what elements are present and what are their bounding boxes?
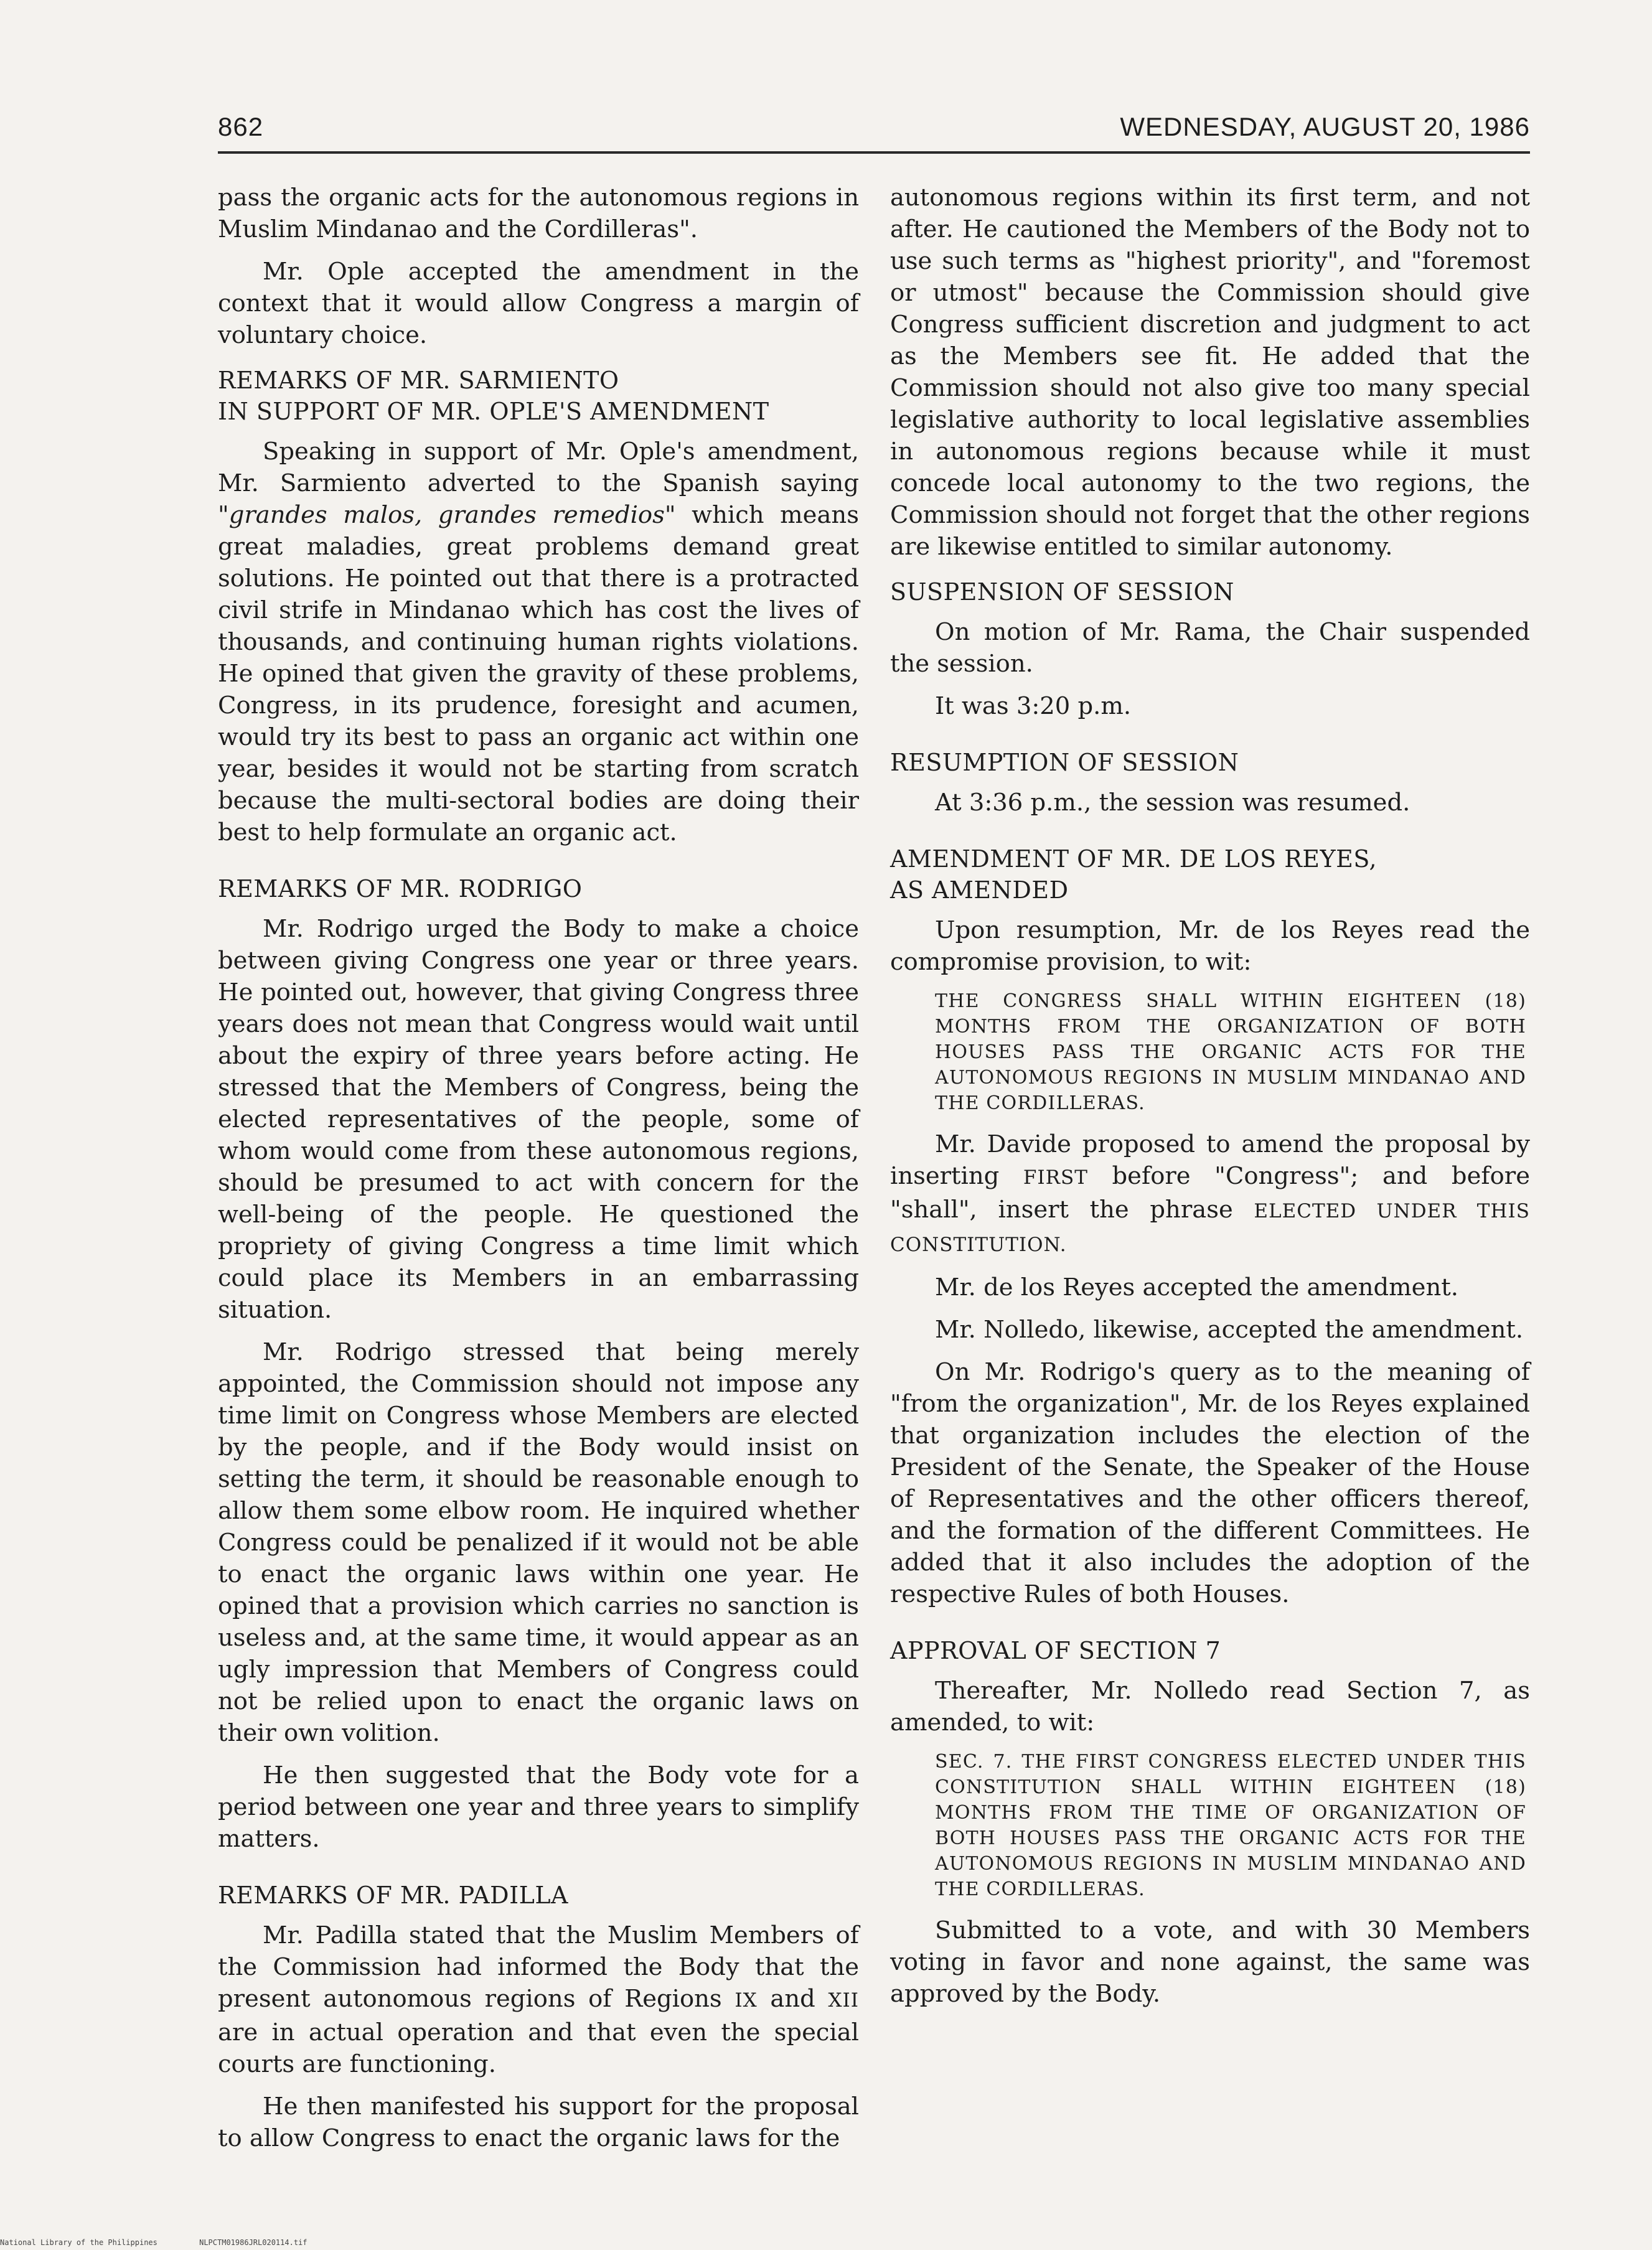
- paragraph: [890, 1128, 1530, 1261]
- page-number: 862: [218, 112, 264, 141]
- paragraph: Mr. Rodrigo stressed that being merely appointed, the Commission should not impose any time limit on Congress whose Members are elected by the people, and if the Body would insist on setting the term, it should be reasonable enough to allow them some elbow room. He inquired whether Congress could be penalized if it would not be able to enact the organic laws within one year. He opined that a provision which carries no sanction is useless and, at the same time, it would appear as an ugly impression that Members of Congress could not be relied upon to enact the organic laws on their own volition.: [218, 1338, 859, 1747]
- left-column: [218, 182, 859, 2165]
- text-run: and: [770, 1985, 815, 2013]
- roman-numeral: XII: [828, 1989, 859, 2012]
- text-run: before "Congress"; and before "shall", insert the phrase: [890, 1162, 1530, 1224]
- small-caps-phrase: ELECTED UNDER THIS CONSTITUTION.: [890, 1200, 1530, 1256]
- small-caps-word: FIRST: [1023, 1166, 1088, 1189]
- right-column: [890, 182, 1530, 2020]
- paragraph: It was 3:20 p.m.: [935, 692, 1132, 720]
- text-run: Speaking in support of Mr. Ople's amendment, Mr. Sarmiento adverted to the Spanish saying: [218, 438, 859, 497]
- heading-line: REMARKS OF MR. SARMIENTO: [218, 367, 619, 394]
- paragraph: He then manifested his support for the proposal to allow Congress to enact the organic laws for the: [218, 2093, 859, 2152]
- section-heading: [218, 365, 859, 427]
- text-run: Mr. Davide proposed to amend the proposal by inserting: [890, 1130, 1530, 1190]
- paragraph: He then suggested that the Body vote for a period between one year and three years to simplify matters.: [218, 1761, 859, 1853]
- italic-quote: "grandes malos, grandes remedios": [218, 501, 676, 529]
- paragraph: Mr. Rodrigo urged the Body to make a choice between giving Congress one year or three years. He pointed out, however, that giving Congress three years does not mean that Congress would wait until about the expiry of three years before acting. He stressed that the Members of Congress, being the elected representatives of the people, some of whom would come from these autonomous regions, should be presumed to act with concern for the well-being of the people. He questioned the propriety of giving Congress a time limit which could place its Members in an embarrassing situation.: [218, 915, 859, 1324]
- heading-line: IN SUPPORT OF MR. OPLE'S AMENDMENT: [218, 398, 769, 425]
- text-run: Mr. Padilla stated that the Muslim Members of the Commission had informed the Body that the present autonomous regions of Regions: [218, 1921, 859, 2013]
- section-heading: REMARKS OF MR. PADILLA: [218, 1882, 569, 1909]
- text-run: which means great maladies, great problems demand great solutions. He pointed out that there is a protracted civil strife in Mindanao which has cost the lives of thousands, and continuing human rights violations. He opined that given the gravity of these problems, Congress, in its prudence, foresight and acumen, would try its best to pass an organic act within one year, besides it would not be starting from scratch because the multi-sectoral bodies are doing their best to help formulate an organic act.: [218, 501, 859, 846]
- paragraph: At 3:36 p.m., the session was resumed.: [935, 789, 1410, 817]
- section-heading: [890, 843, 1530, 906]
- section-heading: SUSPENSION OF SESSION: [890, 578, 1234, 606]
- paragraph: [218, 1920, 859, 2080]
- header-rule: [218, 151, 1530, 154]
- paragraph: Mr. Nolledo, likewise, accepted the amendment.: [935, 1316, 1524, 1344]
- paragraph: Mr. de los Reyes accepted the amendment.: [935, 1273, 1458, 1301]
- footer-library: National Library of the Philippines: [0, 2238, 157, 2247]
- quoted-provision: SEC. 7. THE FIRST CONGRESS ELECTED UNDER THIS CONSTITUTION SHALL WITHIN EIGHTEEN (18) MONTHS FROM THE TIME OF ORGANIZATION OF BOTH HOUSES PASS THE ORGANIC ACTS FOR THE AUTONOMOUS REGIONS IN MUSLIM MINDANAO AND THE CORDILLERAS.: [935, 1751, 1526, 1900]
- section-heading: REMARKS OF MR. RODRIGO: [218, 875, 583, 902]
- text-run: are in actual operation and that even the special courts are functioning.: [218, 2018, 859, 2078]
- paragraph: Submitted to a vote, and with 30 Members voting in favor and none against, the same was approved by the Body.: [890, 1916, 1530, 2008]
- paragraph: Upon resumption, Mr. de los Reyes read the compromise provision, to wit:: [890, 916, 1530, 976]
- section-heading: APPROVAL OF SECTION 7: [890, 1637, 1221, 1664]
- page-date: WEDNESDAY, AUGUST 20, 1986: [1120, 112, 1530, 141]
- paragraph: Thereafter, Mr. Nolledo read Section 7, as amended, to wit:: [890, 1677, 1530, 1737]
- footer-file: NLPCTM01986JRL020114.tif: [199, 2238, 307, 2247]
- paragraph: autonomous regions within its first term, and not after. He cautioned the Members of the Body not to use such terms as "highest priority", and "foremost or utmost" because the Commission should give Congress sufficient discretion and judgment to act as the Members see fit. He added that the Commission should not also give too many special legislative authority to local legislative assemblies in autonomous regions because while it must concede local autonomy to the two regions, the Commission should not forget that the other regions are likewise entitled to similar autonomy.: [890, 184, 1530, 561]
- paragraph: [218, 436, 859, 848]
- paragraph: Mr. Ople accepted the amendment in the context that it would allow Congress a margin of voluntary choice.: [218, 258, 859, 349]
- quoted-provision: THE CONGRESS SHALL WITHIN EIGHTEEN (18) MONTHS FROM THE ORGANIZATION OF BOTH HOUSES PASS THE ORGANIC ACTS FOR THE AUTONOMOUS REGIONS IN MUSLIM MINDANAO AND THE CORDILLERAS.: [935, 990, 1526, 1114]
- paragraph: On Mr. Rodrigo's query as to the meaning of "from the organization", Mr. de los Reyes explained that organization includes the election of the President of the Senate, the Speaker of the House of Representatives and the other officers thereof, and the formation of the different Committees. He added that it also includes the adoption of the respective Rules of both Houses.: [890, 1358, 1530, 1608]
- paragraph: pass the organic acts for the autonomous regions in Muslim Mindanao and the Cordilleras".: [218, 184, 859, 243]
- scan-footer: [0, 2238, 345, 2247]
- paragraph: On motion of Mr. Rama, the Chair suspended the session.: [890, 618, 1530, 678]
- section-heading: RESUMPTION OF SESSION: [890, 749, 1239, 776]
- roman-numeral: IX: [734, 1989, 758, 2012]
- heading-line: AMENDMENT OF MR. DE LOS REYES,: [890, 845, 1377, 873]
- heading-line: AS AMENDED: [890, 876, 1069, 904]
